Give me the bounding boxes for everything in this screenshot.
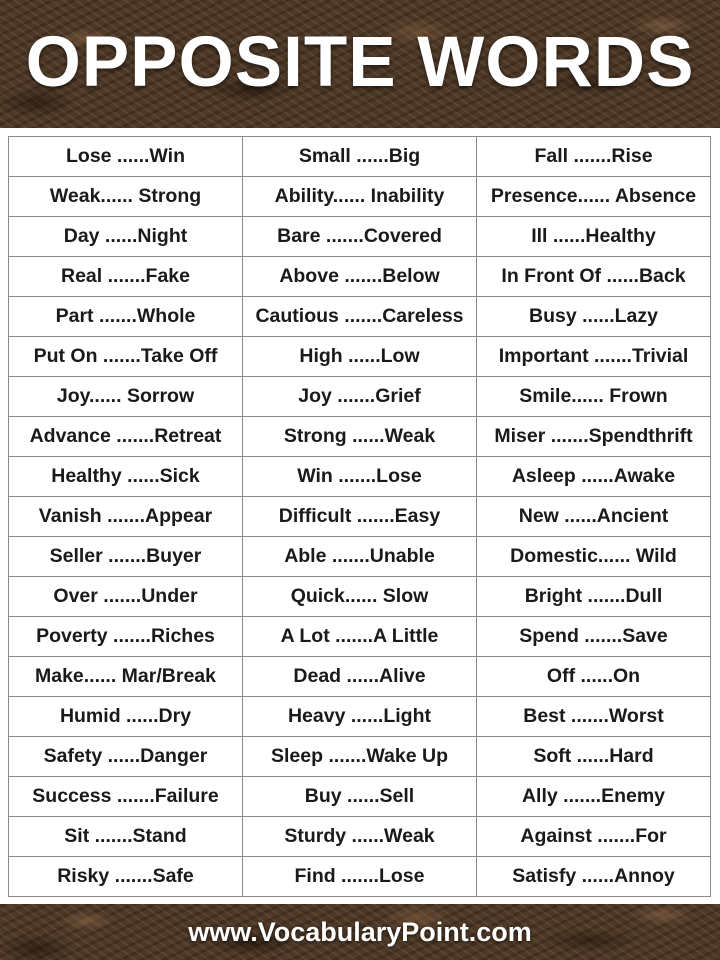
table-row	[9, 337, 711, 377]
table-row	[9, 417, 711, 457]
word-pair-cell: Difficult .......Easy	[243, 497, 477, 537]
word-pair-cell: Find .......Lose	[243, 857, 477, 897]
website-url: www.VocabularyPoint.com	[188, 916, 532, 947]
table-row	[9, 817, 711, 857]
table-row	[9, 857, 711, 897]
word-pair-cell: New ......Ancient	[477, 497, 711, 537]
word-pair-cell: Real .......Fake	[9, 257, 243, 297]
word-pair-cell: Seller .......Buyer	[9, 537, 243, 577]
word-pair-cell: Make...... Mar/Break	[9, 657, 243, 697]
word-pair-cell: Joy...... Sorrow	[9, 377, 243, 417]
word-pair-cell: Over .......Under	[9, 577, 243, 617]
word-pair-cell: Busy ......Lazy	[477, 297, 711, 337]
table-row	[9, 577, 711, 617]
word-pair-cell: Smile...... Frown	[477, 377, 711, 417]
word-pair-cell: Domestic...... Wild	[477, 537, 711, 577]
table-row	[9, 697, 711, 737]
word-pair-cell: Day ......Night	[9, 217, 243, 257]
word-pair-cell: Win .......Lose	[243, 457, 477, 497]
word-pair-cell: Above .......Below	[243, 257, 477, 297]
word-pair-cell: In Front Of ......Back	[477, 257, 711, 297]
word-pairs-table	[8, 136, 711, 897]
word-pair-cell: Spend .......Save	[477, 617, 711, 657]
word-pair-cell: Best .......Worst	[477, 697, 711, 737]
word-pair-cell: Sturdy ......Weak	[243, 817, 477, 857]
word-pair-cell: Dead ......Alive	[243, 657, 477, 697]
table-row	[9, 177, 711, 217]
word-pair-cell: Bare .......Covered	[243, 217, 477, 257]
table-row	[9, 737, 711, 777]
word-pair-cell: Humid ......Dry	[9, 697, 243, 737]
word-pair-cell: Quick...... Slow	[243, 577, 477, 617]
word-pair-cell: Weak...... Strong	[9, 177, 243, 217]
table-body	[9, 137, 711, 897]
word-pair-cell: Satisfy ......Annoy	[477, 857, 711, 897]
word-pair-cell: Sleep .......Wake Up	[243, 737, 477, 777]
word-pair-cell: Safety ......Danger	[9, 737, 243, 777]
word-pair-cell: Lose ......Win	[9, 137, 243, 177]
word-pair-cell: Vanish .......Appear	[9, 497, 243, 537]
word-pair-cell: Important .......Trivial	[477, 337, 711, 377]
table-row	[9, 257, 711, 297]
page-title: OPPOSITE WORDS	[25, 22, 695, 102]
table-row	[9, 657, 711, 697]
word-pair-cell: Able .......Unable	[243, 537, 477, 577]
word-pair-cell: Small ......Big	[243, 137, 477, 177]
word-pair-cell: Advance .......Retreat	[9, 417, 243, 457]
table-row	[9, 217, 711, 257]
word-pair-cell: Put On .......Take Off	[9, 337, 243, 377]
word-pair-cell: Miser .......Spendthrift	[477, 417, 711, 457]
footer-banner	[0, 904, 720, 960]
word-pair-cell: Asleep ......Awake	[477, 457, 711, 497]
word-pair-cell: Sit .......Stand	[9, 817, 243, 857]
word-pair-cell: Off ......On	[477, 657, 711, 697]
table-row	[9, 137, 711, 177]
table-row	[9, 537, 711, 577]
word-pair-cell: Healthy ......Sick	[9, 457, 243, 497]
word-pair-cell: Against .......For	[477, 817, 711, 857]
word-pair-cell: Strong ......Weak	[243, 417, 477, 457]
word-pair-cell: High ......Low	[243, 337, 477, 377]
word-pair-cell: Risky .......Safe	[9, 857, 243, 897]
word-pair-cell: Ability...... Inability	[243, 177, 477, 217]
table-row	[9, 457, 711, 497]
word-pair-cell: Fall .......Rise	[477, 137, 711, 177]
word-pair-cell: Joy .......Grief	[243, 377, 477, 417]
word-pair-cell: A Lot .......A Little	[243, 617, 477, 657]
table-row	[9, 617, 711, 657]
word-pair-cell: Bright .......Dull	[477, 577, 711, 617]
word-pair-cell: Cautious .......Careless	[243, 297, 477, 337]
table-row	[9, 777, 711, 817]
word-pair-cell: Part .......Whole	[9, 297, 243, 337]
word-pair-cell: Presence...... Absence	[477, 177, 711, 217]
table-row	[9, 377, 711, 417]
word-pair-cell: Ally .......Enemy	[477, 777, 711, 817]
word-pair-cell: Buy ......Sell	[243, 777, 477, 817]
word-pair-cell: Heavy ......Light	[243, 697, 477, 737]
title-banner	[0, 0, 720, 128]
table-row	[9, 297, 711, 337]
word-pair-cell: Ill ......Healthy	[477, 217, 711, 257]
table-row	[9, 497, 711, 537]
word-pair-cell: Poverty .......Riches	[9, 617, 243, 657]
word-pair-cell: Success .......Failure	[9, 777, 243, 817]
word-pair-cell: Soft ......Hard	[477, 737, 711, 777]
